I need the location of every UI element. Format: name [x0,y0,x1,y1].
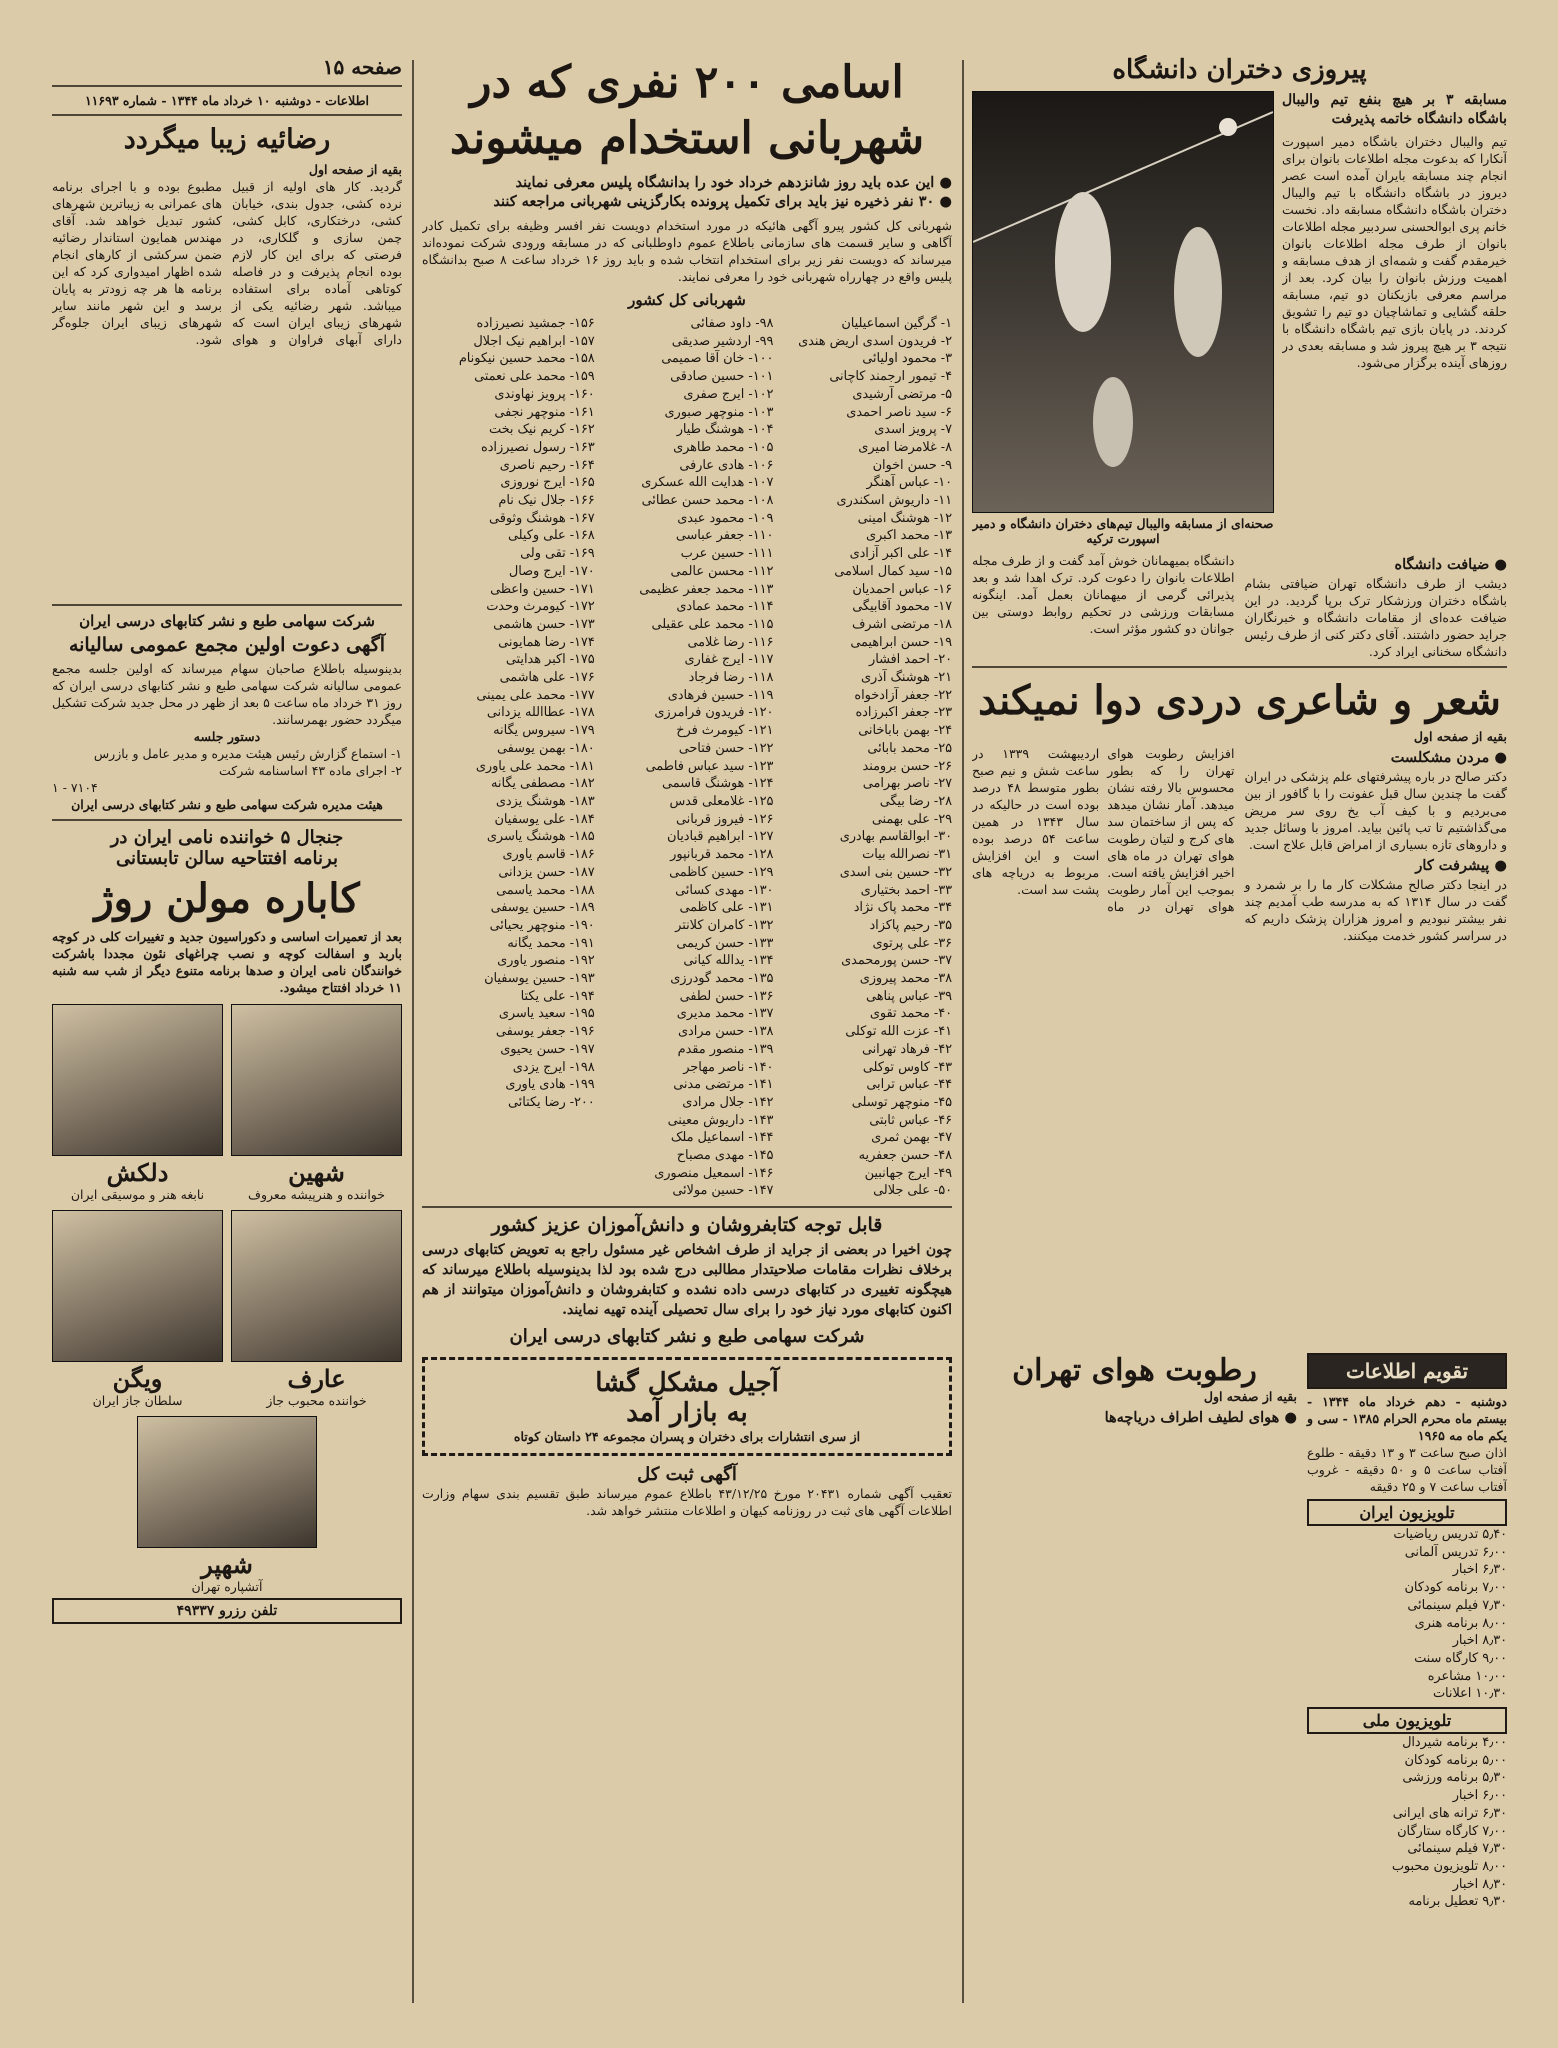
performer-title: سلطان جاز ایران [92,1393,183,1408]
cabaret-ad [52,827,402,1624]
registry-body: تعقیب آگهی شماره ۲۰۴۳۱ مورخ ۴۳/۱۲/۲۵ باطلاع عموم میرساند طبق تقسیم بندی سهام وزارت اطلاعات آگهی های ثبت در روزنامه کیهان و اطلاعات منتشر خواهد شد. [422,1486,952,1518]
recruit-name: ۴۴- عباس ترابی [866,1077,952,1093]
recruit-name: ۱۳۴- یدالله کیانی [683,953,774,969]
recruit-name: ۱۴۰- ناصر مهاجر [683,1059,774,1075]
recruit-name: ۳۰- ابوالقاسم بهادری [839,829,952,845]
police-headline-1: اسامی ۲۰۰ نفری که در [470,57,904,108]
column-rule [962,60,964,2003]
performer-photo [137,1416,317,1548]
notice-body: چون اخیرا در بعضی از جراید از طرف اشخاص غیر مسئول راجع به تعویض کتابهای درسی برخلاف نظرات مقامات صلاحیتدار مطالبی درج شده بود لذا بدینوسیله باطلاع میرساند که هیچگونه تغییری در کتابهای درسی داده نشده و کتابفروشان و دانش‌آموزان میتوانند از هم اکنون کتابهای مورد نیاز خود را برای سال تحصیلی آینده تهیه نمایند. [422,1242,952,1318]
recruit-name: ۱۶۸- علی وکیلی [507,528,595,544]
textbook-notice [422,1214,952,1347]
volleyball-lower-body: دانشگاه بمیهمانان خوش آمد گفت و از طرف مجله اطلاعات بانوان را دعوت کرد. ترک اهدا شد و بعد پذیرائی گرمی از میهمانان بعمل آمد. اینگونه مسابقات ورزشی در تحکیم روابط دوستی بین جوانان دو کشور مؤثر است. [972,553,1235,636]
bullet-text: ۳۰ نفر ذخیره نیز باید برای تکمیل پرونده بکارگزینی شهربانی مراجعه کنند [493,193,935,210]
agenda-item: ۲- اجرای ماده ۴۳ اساسنامه شرکت [218,763,402,778]
recruit-name: ۱۱۴- محمد عمادی [676,599,774,615]
performer-name: شهپر [201,1550,253,1579]
recruit-name: ۱۱۰- جعفر عباسی [675,528,774,544]
recruit-name: ۱۸- مرتضی اشرف [851,616,952,632]
recruit-name: ۲۳- جعفر اکبرزاده [855,705,952,721]
recruit-name: ۴۹- ایرج جهانبین [864,1165,952,1181]
humidity-headline: رطوبت هوای تهران [1012,1353,1257,1388]
tv-program: ۸٫۳۰ اخبار [1452,1633,1507,1649]
volleyball-body: تیم والیبال دختران باشگاه دمیر اسپورت آنکارا که بدعوت مجله اطلاعات بانوان برای انجام چند مسابقه بایران آمده است عصر دیروز در باشگاه دانشگاه با تیم والیبال دختران باشگاه دانشگاه مسابقه داد. نخست خانم پری ابوالحسنی سردبیر مجله اطلاعات بانوان از طرف مجله اطلاعات بانوان خیرمقدم گفت و شمه‌ای از هدف مسابقه و اهمیت ورزش بانوان را بیان کرد. بعد از مراسم معرفی بازیکنان دو تیم، مسابقه حلقه گشایی و تماشاچیان دو تیم را تشویق کردند. در پایان بازی تیم باشگاه دانشگاه با نتیجه ۳ بر هیچ پیروز شد و مسابقه بعدی در روزهای آینده برگزار می‌شود. [1282,134,1507,370]
continued-label: بقیه از صفحه اول [1203,1389,1297,1404]
recruit-name: ۳۴- محمد پاک نژاد [853,900,952,916]
recruit-name: ۱۹۷- حسن یحیوی [500,1041,595,1057]
performer-photo [231,1004,402,1156]
performer-title: خواننده محبوب جاز [266,1393,367,1408]
tv-program: ۹٫۰۰ کارگاه سنت [1414,1650,1507,1666]
recruit-name: ۱۳۹- منصور مقدم [677,1041,774,1057]
recruit-name: ۱۰۲- ایرج صفری [683,386,774,402]
recruit-name: ۱۰۱- حسین صادقی [670,369,774,385]
recruit-name: ۱۸۱- محمد علی یاوری [475,758,595,774]
humidity-subtitle: ● هوای لطیف اطراف دریاچه‌ها [1104,1409,1297,1426]
company-subtitle: آگهی دعوت اولین مجمع عمومی سالیانه [68,634,386,656]
recruit-list [422,315,952,1200]
registry-title: آگهی ثبت کل [637,1464,737,1485]
recruit-name: ۱۱- داریوش اسکندری [836,493,952,509]
tv-program: ۷٫۳۰ فیلم سینمائی [1407,1597,1507,1613]
recruit-name: ۱۶۲- کریم نیک بخت [489,422,595,438]
ball [1219,118,1237,136]
recruit-name: ۱۷۵- اکبر هدایتی [505,652,595,668]
recruit-name: ۱۹۳- حسین یوسفیان [484,971,595,987]
notice-signature: شرکت سهامی طبع و نشر کتابهای درسی ایران [509,1326,865,1347]
tv-program: ۱۰٫۰۰ مشاعره [1427,1668,1507,1684]
recruit-name: ۳- محمود اولیائی [862,351,952,367]
recruit-name: ۱- گرگین اسماعیلیان [841,316,952,331]
performer-photo [52,1210,223,1362]
volleyball-lower [972,552,1507,660]
recruit-name: ۱۲۵- غلامعلی قدس [669,793,774,809]
hospitality-body: دیشب از طرف دانشگاه تهران ضیافتی بشام باشگاه دختران ورزشکار ترک برپا گردید. در این ضیافت عده‌ای از مقامات دانشگاه و خبرنگاران جراید حضور داشتند. آقای دکتر کنی از طرف رئیس دانشگاه سخنانی ایراد کرد. [1244,576,1507,659]
recruit-name: ۱۹۱- محمد یگانه [507,935,595,951]
recruit-name: ۴۵- منوچهر توسلی [851,1094,952,1110]
cabaret-intro: برنامه افتتاحیه سالن تابستانی [116,848,338,869]
recruit-name: ۱۴۵- مهدی مصباح [676,1148,774,1164]
volleyball-article [972,91,1507,546]
left-column [52,55,402,2008]
recruit-name: ۲- فریدون اسدی اریض هندی [798,333,952,349]
recruit-name: ۱۱۷- ایرج غفاری [684,652,774,668]
bullet-text: این عده باید روز شانزدهم خرداد خود را بدانشگاه پلیس معرفی نمایند [515,174,935,191]
section-body: دکتر صالح در باره پیشرفتهای علم پزشکی در ایران گفت ما چندین سال قبل عفونت را با گافور از بین می‌بردیم و با کیف آب یخ روی سر مریض می‌گذاشتیم تا تب پائین بیاید. امروز با وسائل جدید و داروهای تازه بسیاری از امراض قابل علاج است. [1244,769,1507,852]
recruit-name: ۱۷۶- علی هاشمی [499,670,595,686]
lower-right [972,1353,1507,1911]
volleyball-scene [973,92,1273,512]
recruit-name: ۱۴۳- داریوش معینی [667,1112,774,1128]
divider [52,85,402,87]
calendar-date: دوشنبه - دهم خرداد ماه ۱۳۴۴ - بیستم ماه محرم الحرام ۱۳۸۵ - سی و یکم ماه مه ۱۹۶۵ [1307,1394,1507,1443]
recruit-name: ۱۳۳- حسن کریمی [676,935,774,951]
continued-label: بقیه از صفحه اول [1413,729,1507,744]
center-column [422,55,952,2008]
recruit-name: ۱۶۷- هوشنگ وثوقی [489,510,595,526]
recruit-name: ۱۸۳- هوشنگ یزدی [495,793,595,809]
recruit-name: ۱۱۲- محسن عالمی [670,563,774,579]
recruit-name: ۲۲- جعفر آزادخواه [854,687,952,703]
section-body: افزایش رطوبت هوای تهران را که بطور محسوس بالا رفته نشان میدهد. آمار نشان میدهد که پس از ساختمان سد های کرج و لتیان رطوبت هوای تهران در ماه های اخیر افزایش یافته است. بموجب این آمار رطوبت هوای تهران در ماه اردیبهشت ۱۳۳۹ در ساعت شش و نیم صبح بطور متوسط ۴۸ درصد بوده است در حالیکه در سال ۱۳۴۳ در همین ساعت ۵۴ درصد بوده است و این افزایش مربوط به دریاچه های پشت سد است. [972,746,1235,914]
recruit-name: ۲۴- بهمن باباخانی [858,723,952,739]
recruit-name: ۱۱۶- رضا غلامی [687,634,774,650]
section-title-text: پیشرفت کار [1415,857,1490,874]
section-title: ● مردن مشکلست [1390,749,1507,766]
radio-program: ۸٫۰۰ تلویزیون محبوب [1391,1858,1507,1874]
section-title-text: مردن مشکلست [1390,749,1490,766]
police-headline-2: شهربانی استخدام میشوند [449,113,925,164]
performer-title: آتشپاره تهران [191,1579,263,1594]
recruit-name: ۱۷۰- ایرج وصال [508,563,595,579]
calendar-box [1307,1353,1507,1911]
recruit-name: ۱۰۸- محمد حسن عطائی [641,493,774,509]
recruit-name: ۱۰۰- خان آقا صمیمی [661,351,774,367]
recruit-name: ۱۷۹- سیروس یگانه [493,723,595,739]
rezaieh-headline: رضائیه زیبا میگردد [123,124,331,155]
recruit-name: ۲۱- هوشنگ آذری [860,670,952,686]
recruit-name: ۲۰- احمد افشار [869,652,952,668]
recruit-name: ۹۸- داود صفائی [690,316,774,331]
tv-schedule [1307,1526,1507,1703]
performer-name: ویگن [112,1364,163,1393]
recruit-name: ۵۰- علی جلالی [873,1183,952,1199]
recruit-name: ۱۹۴- علی یکتا [520,988,595,1004]
volleyball-text [1282,91,1507,546]
section-title-text: ضیافت دانشگاه [1394,556,1490,573]
ajil-subtitle: به بازار آمد [626,1398,748,1428]
cabaret-body: بعد از تعمیرات اساسی و دکوراسیون جدید و تغییرات کلی در کوچه باربد و اسفالت کوچه و نصب چراغهای نئون مجددا باشرکت خوانندگان نامی ایران و صدها برنامه متنوع دیگر از شب سه شنبه ۱۱ خرداد افتتاح میشود. [52,929,402,995]
recruit-name: ۴۲- فرهاد تهرانی [861,1041,952,1057]
recruit-name: ۱۲۸- محمد قربانپور [670,847,774,863]
recruit-name: ۲۰۰- رضا یکتائی [508,1094,595,1110]
recruit-name: ۴۶- عباس ثابتی [869,1112,952,1128]
performer-name: شهین [288,1158,345,1187]
volleyball-continued [972,552,1235,660]
recruit-list-column [601,315,774,1200]
recruit-name: ۱۵۷- ابراهیم نیک اجلال [473,333,595,349]
recruit-name: ۱۶۹- تقی ولی [520,546,595,562]
recruit-name: ۱۰۵- محمد طاهری [673,439,774,455]
photo-caption: صحنه‌ای از مسابقه والیبال تیم‌های دختران دانشگاه و دمیر اسپورت ترکیه [972,516,1274,546]
recruit-name: ۲۵- محمد بابائی [867,740,952,756]
recruit-name: ۱۹۹- هادی یاوری [505,1077,595,1093]
divider [52,114,402,116]
tv-title-text: تلویزیون ایران [1359,1503,1455,1522]
recruit-name: ۱۷۴- رضا همایونی [498,634,595,650]
recruit-name: ۱۳۶- حسن لطفی [679,988,774,1004]
recruit-name: ۲۶- حسن برومند [862,758,952,774]
tv-program: ۸٫۰۰ برنامه هنری [1414,1615,1507,1631]
radio-program: ۵٫۰۰ برنامه کودکان [1404,1752,1507,1768]
recruit-name: ۲۷- ناصر بهرامی [862,776,952,792]
registry-notice [422,1464,952,1519]
performer [231,1210,402,1408]
recruit-name: ۱۳۵- محمد گودرزی [670,971,774,987]
recruit-name: ۱۶۱- منوچهر نجفی [494,404,595,420]
radio-program: ۴٫۰۰ برنامه شیردال [1402,1735,1507,1751]
continued-label: بقیه از صفحه اول [308,162,402,177]
radio-title [1307,1707,1507,1734]
section-title-text: هوای لطیف اطراف دریاچه‌ها [1104,1409,1280,1426]
recruit-name: ۱۰- عباس آهنگر [866,475,952,491]
recruit-name: ۴۰- محمد تقوی [869,1006,952,1022]
recruit-name: ۱۹۵- سعید یاسری [498,1006,595,1022]
ajil-title: آجیل مشکل گشا [595,1368,779,1398]
recruit-name: ۱۸۶- قاسم یاوری [502,847,595,863]
section-body: در اینجا دکتر صالح مشکلات کار ما را بر شمرد و گفت در سال ۱۳۱۴ که به مدرسه طب آمدیم چند نفر بیشتر نبودیم و امروز هزاران پزشک داریم که در سراسر کشور خدمت میکنند. [1244,877,1507,943]
performer-name: دلکش [106,1158,169,1187]
company-signature: هیئت مدیره شرکت سهامی طبع و نشر کتابهای درسی ایران [71,797,383,812]
recruit-name: ۱۸۴- علی یوسفیان [494,811,595,827]
recruit-name: ۱۷- محمود آقابیگی [852,599,952,615]
recruit-name: ۱۷۷- محمد علی یمینی [476,687,595,703]
recruit-name: ۱۲- هوشنگ امینی [857,510,952,526]
poetry-headline: شعر و شاعری دردی دوا نمیکند [978,677,1501,724]
recruit-name: ۴۱- عزت الله توکلی [845,1024,952,1040]
police-bullet: ● ۳۰ نفر ذخیره نیز باید برای تکمیل پرونده بکارگزینی شهربانی مراجعه کنند [493,193,952,210]
recruit-name: ۱۳۸- حسن مرادی [677,1024,774,1040]
tv-title [1307,1499,1507,1526]
section-title: ● پیشرفت کار [1415,857,1507,874]
performer-title: نابغه هنر و موسیقی ایران [70,1187,205,1202]
recruit-name: ۱۴۶- اسمعیل منصوری [654,1165,774,1181]
calendar-title-text: تقویم اطلاعات [1345,1359,1469,1383]
player [1055,192,1111,332]
radio-program: ۶٫۳۰ ترانه های ایرانی [1392,1805,1507,1821]
recruit-name: ۱۸۹- حسین یوسفی [490,900,595,916]
police-intro: شهربانی کل کشور پیرو آگهی هائیکه در مورد استخدام دویست نفر افسر وظیفه برای تکمیل کادر آگاهی و سایر قسمت های سازمانی باطلاع عموم داوطلبانی که در مسابقه ورودی شرکت نموده‌اند میرساند که دویست نفر زیر برای استخدام انتخاب شده و باید روز ۱۶ خرداد ساعت ۸ صبح بدانشگاه پلیس واقع در چهارراه شهربانی خود را معرفی نمایند. [422,218,952,284]
recruit-name: ۴- تیمور ارجمند کاچانی [829,369,952,385]
agenda-item: ۱- استماع گزارش رئیس هیئت مدیره و مدیر عامل و بازرس [93,746,402,761]
recruit-name: ۱۷۱- حسین واعظی [490,581,595,597]
recruit-name: ۱۲۴- هوشنگ قاسمی [662,776,774,792]
performer-name: عارف [287,1364,346,1393]
agenda-title: دستور جلسه [193,729,261,744]
cabaret-intro: جنجال ۵ خواننده نامی ایران در [110,827,344,848]
recruit-name: ۳۵- رحیم پاکزاد [869,917,952,933]
divider [52,819,402,821]
recruit-name: ۱۴۷- حسین مولائی [672,1183,774,1199]
right-column [972,55,1507,2008]
recruit-name: ۱۴۱- مرتضی مدنی [673,1077,774,1093]
recruit-name: ۱۸۸- محمد یاسمی [496,882,595,898]
recruit-name: ۱۸۷- حسن یزدانی [498,864,595,880]
player [1174,227,1222,357]
recruit-name: ۱۸۲- مصطفی یگانه [491,776,595,792]
recruit-name: ۱۲۶- فیروز قربانی [675,811,774,827]
recruit-name: ۱۶۴- رحیم ناصری [499,457,595,473]
recruit-name: ۸- غلامرضا امیری [858,439,952,455]
recruit-name: ۱۵۹- محمد علی نعمتی [474,369,595,385]
recruit-name: ۳۹- عباس پناهی [866,988,952,1004]
recruit-name: ۱۱۱- حسین عرب [680,546,774,562]
poetry-article [972,745,1507,1345]
recruit-name: ۱۰۹- محمود عبدی [677,510,774,526]
radio-schedule [1307,1734,1507,1911]
radio-program: ۷٫۳۰ فیلم سینمائی [1407,1841,1507,1857]
volleyball-photo [972,91,1274,513]
recruit-name: ۱۷۲- کیومرث وحدت [486,599,595,615]
player [1093,377,1133,467]
recruit-name: ۱۶۵- ایرج نوروزی [500,475,595,491]
recruit-name: ۱۸۰- بهمن یوسفی [496,740,595,756]
performer-photo [231,1210,402,1362]
hospitality-title: ● ضیافت دانشگاه [1394,556,1507,573]
recruit-name: ۱۲۱- کیومرث فرخ [676,723,774,739]
recruit-name: ۲۸- رضا بیگی [879,793,952,809]
reservation-phone: تلفن رزرو ۴۹۳۳۷ [52,1598,402,1624]
rezaieh-body: گردید. کار های اولیه از قبیل نرده کشی، جدول بندی، خیابان کشی، درختکاری، کابل کشی، چمن سازی و گلکاری، در فرصتی که برای این کار لازم بوده انجام پذیرفت و در فاصله کوتاهی آماده برای استفاده میباشد. شهر رضائیه یکی از شهرهای زیبای ایران است که دارای آبهای فراوان و هوای مطبوع بوده و با اجرای برنامه های عمرانی به زیباترین شهرهای کشور تبدیل خواهد شد. آقای مهندس همایون استاندار رضائیه ضمن سرکشی از کارهای انجام شده اظهار امیدواری کرد که این برنامه ها هر چه زودتر به پایان برسد و این شهر مانند سایر شهرهای زیبای ایران جلوه‌گر شود. [52,179,402,347]
dateline: اطلاعات - دوشنبه ۱۰ خرداد ماه ۱۳۴۴ - شماره ۱۱۶۹۳ [84,93,370,108]
recruit-name: ۳۱- نصرالله بیات [862,847,952,863]
recruit-name: ۱۵- سید کمال اسلامی [834,563,952,579]
performer [137,1416,317,1594]
recruit-name: ۱۰۷- هدایت الله عسکری [641,475,774,491]
recruit-name: ۴۷- بهمن ثمری [871,1130,952,1146]
recruit-name: ۳۶- علی پرتوی [872,935,952,951]
recruit-name: ۴۳- کاوس توکلی [862,1059,952,1075]
poetry-col [1245,745,1508,1345]
sun-times: اذان صبح ساعت ۳ و ۱۳ دقیقه - طلوع آفتاب ساعت ۵ و ۵۰ دقیقه - غروب آفتاب ساعت ۷ و ۲۵ دقیقه [1307,1445,1507,1494]
recruit-name: ۱۳۰- مهدی کسائی [675,882,774,898]
recruit-name: ۱۴۴- اسماعیل ملک [670,1130,774,1146]
recruit-name: ۱۱۹- حسین فرهادی [667,687,774,703]
tv-program: ۶٫۳۰ اخبار [1452,1562,1507,1578]
list-title: شهربانی کل کشور [628,291,746,309]
recruit-name: ۲۹- علی بهمنی [871,811,952,827]
recruit-name: ۱۲۷- ابراهیم قبادیان [666,829,774,845]
company-notice [52,612,402,813]
recruit-name: ۱۲۰- فریدون فرامرزی [654,705,774,721]
divider [422,1206,952,1208]
recruit-name: ۱۱۵- محمد علی عقیلی [651,616,774,632]
recruit-name: ۱۱۸- رضا فرجاد [688,670,774,686]
recruit-name: ۱۳۱- علی کاظمی [679,900,774,916]
divider [972,666,1507,668]
recruit-name: ۷- پرویز اسدی [874,422,952,438]
tv-program: ۷٫۰۰ برنامه کودکان [1404,1580,1507,1596]
recruit-name: ۶- سید ناصر احمدی [846,404,952,420]
masthead [52,55,402,79]
recruit-name: ۵- مرتضی آرشیدی [852,386,952,402]
recruit-name: ۱۶۰- پرویز نهاوندی [494,386,595,402]
recruit-name: ۴۸- حسن جعفریه [858,1148,952,1164]
poetry-col [972,745,1235,1345]
rezaieh-article [52,124,402,598]
recruit-name: ۱۹- حسن ابراهیمی [850,634,952,650]
performer [231,1004,402,1202]
calendar-title [1307,1353,1507,1389]
recruit-name: ۳۸- محمد پیروزی [859,971,952,987]
radio-program: ۹٫۳۰ تعطیل برنامه [1408,1894,1507,1910]
recruit-name: ۱۰۴- هوشنگ طیار [676,422,774,438]
recruit-name: ۱۵۸- محمد حسین نیکونام [458,351,595,367]
tv-program: ۶٫۰۰ تدریس آلمانی [1404,1544,1507,1560]
divider [52,604,402,606]
hospitality-block [1245,552,1508,660]
recruit-name: ۱۳- محمد اکبری [865,528,952,544]
recruit-name: ۱۷۳- حسن هاشمی [493,616,595,632]
performer-photo [52,1004,223,1156]
volleyball-lead: مسابقه ۳ بر هیچ بنفع تیم والیبال باشگاه دانشگاه خاتمه پذیرفت [1282,92,1507,127]
recruit-name: ۱۹۰- منوچهر یحیائی [489,917,595,933]
recruit-name: ۱۶- عباس احمدیان [852,581,952,597]
page-number: صفحه ۱۵ [322,55,402,79]
recruit-name: ۱۱۳- محمد جعفر عظیمی [639,581,774,597]
recruit-name: ۱۰۶- هادی عارفی [679,457,774,473]
company-body: بدینوسیله باطلاع صاحبان سهام میرساند که اولین جلسه مجمع عمومی سالیانه شرکت سهامی طبع و نشر کتابهای درسی ایران که روز ۳۱ خرداد ماه ساعت ۵ بعد از ظهر در محل جدید شرکت تشکیل میگردد حضور بهمرسانند. [52,661,402,727]
radio-title-text: تلویزیون ملی [1362,1711,1452,1731]
performer [52,1210,223,1408]
performer-title: خواننده و هنرپیشه معروف [248,1187,385,1202]
tv-program: ۵٫۴۰ تدریس ریاضیات [1393,1527,1507,1542]
radio-program: ۵٫۳۰ برنامه ورزشی [1402,1770,1507,1786]
recruit-name: ۱۴- علی اکبر آزادی [849,546,952,562]
volleyball-photo-block [972,91,1274,546]
recruit-name: ۱۴۲- جلال مرادی [682,1094,774,1110]
recruit-name: ۱۹۶- جعفر یوسفی [495,1024,595,1040]
recruit-name: ۱۷۸- عطاالله یزدانی [486,705,595,721]
recruit-name: ۱۶۳- رسول نصیرزاده [481,439,595,455]
recruit-name: ۱۵۶- جمشید نصیرزاده [476,316,595,331]
humidity-article [972,1353,1297,1911]
recruit-name: ۱۳۷- محمد مدیری [676,1006,774,1022]
recruit-list-column [422,315,595,1200]
recruit-name: ۹- حسن اخوان [872,457,952,473]
radio-program: ۸٫۳۰ اخبار [1452,1876,1507,1892]
recruit-list-column [779,315,952,1200]
column-rule [412,60,414,2003]
company-title: شرکت سهامی طبع و نشر کتابهای درسی ایران [79,612,375,630]
recruit-name: ۳۳- احمد بختیاری [860,882,952,898]
recruit-name: ۱۲۲- حسن فتاحی [678,740,774,756]
performer-grid [52,1004,402,1408]
recruit-name: ۹۹- اردشیر صدیقی [671,333,774,349]
recruit-name: ۱۸۵- هوشنگ یاسری [486,829,595,845]
recruit-name: ۱۹۸- ایرج یزدی [512,1059,595,1075]
cabaret-title: کاباره مولن روژ [94,875,360,922]
recruit-name: ۱۰۳- منوچهر صبوری [664,404,774,420]
recruit-name: ۱۲۹- حسین کاظمی [669,864,774,880]
ajil-body: از سری انتشارات برای دختران و پسران مجموعه ۲۴ داستان کوتاه [513,1429,861,1444]
volleyball-headline: پیروزی دختران دانشگاه [1112,55,1367,85]
recruit-name: ۳۷- حسن پورمحمدی [841,953,952,969]
radio-program: ۷٫۰۰ کارگاه ستارگان [1397,1823,1507,1839]
performer [52,1004,223,1202]
recruit-name: ۱۳۲- کامران کلانتر [675,917,774,933]
recruit-name: ۱۶۶- جلال نیک نام [498,493,595,509]
police-bullet: ● این عده باید روز شانزدهم خرداد خود را بدانشگاه پلیس معرفی نمایند [515,174,952,191]
recruit-name: ۱۹۲- منصور یاوری [497,953,595,969]
recruit-name: ۳۲- حسین بنی اسدی [839,864,952,880]
tv-program: ۱۰٫۳۰ اعلانات [1432,1686,1507,1702]
notice-ref: ۷۱۰۴ - ۱ [52,780,98,795]
recruit-name: ۱۲۳- سید عباس فاطمی [645,758,774,774]
notice-title: قابل توجه کتابفروشان و دانش‌آموزان عزیز کشور [491,1214,883,1236]
ajil-ad [422,1357,952,1456]
radio-program: ۶٫۰۰ اخبار [1452,1788,1507,1804]
